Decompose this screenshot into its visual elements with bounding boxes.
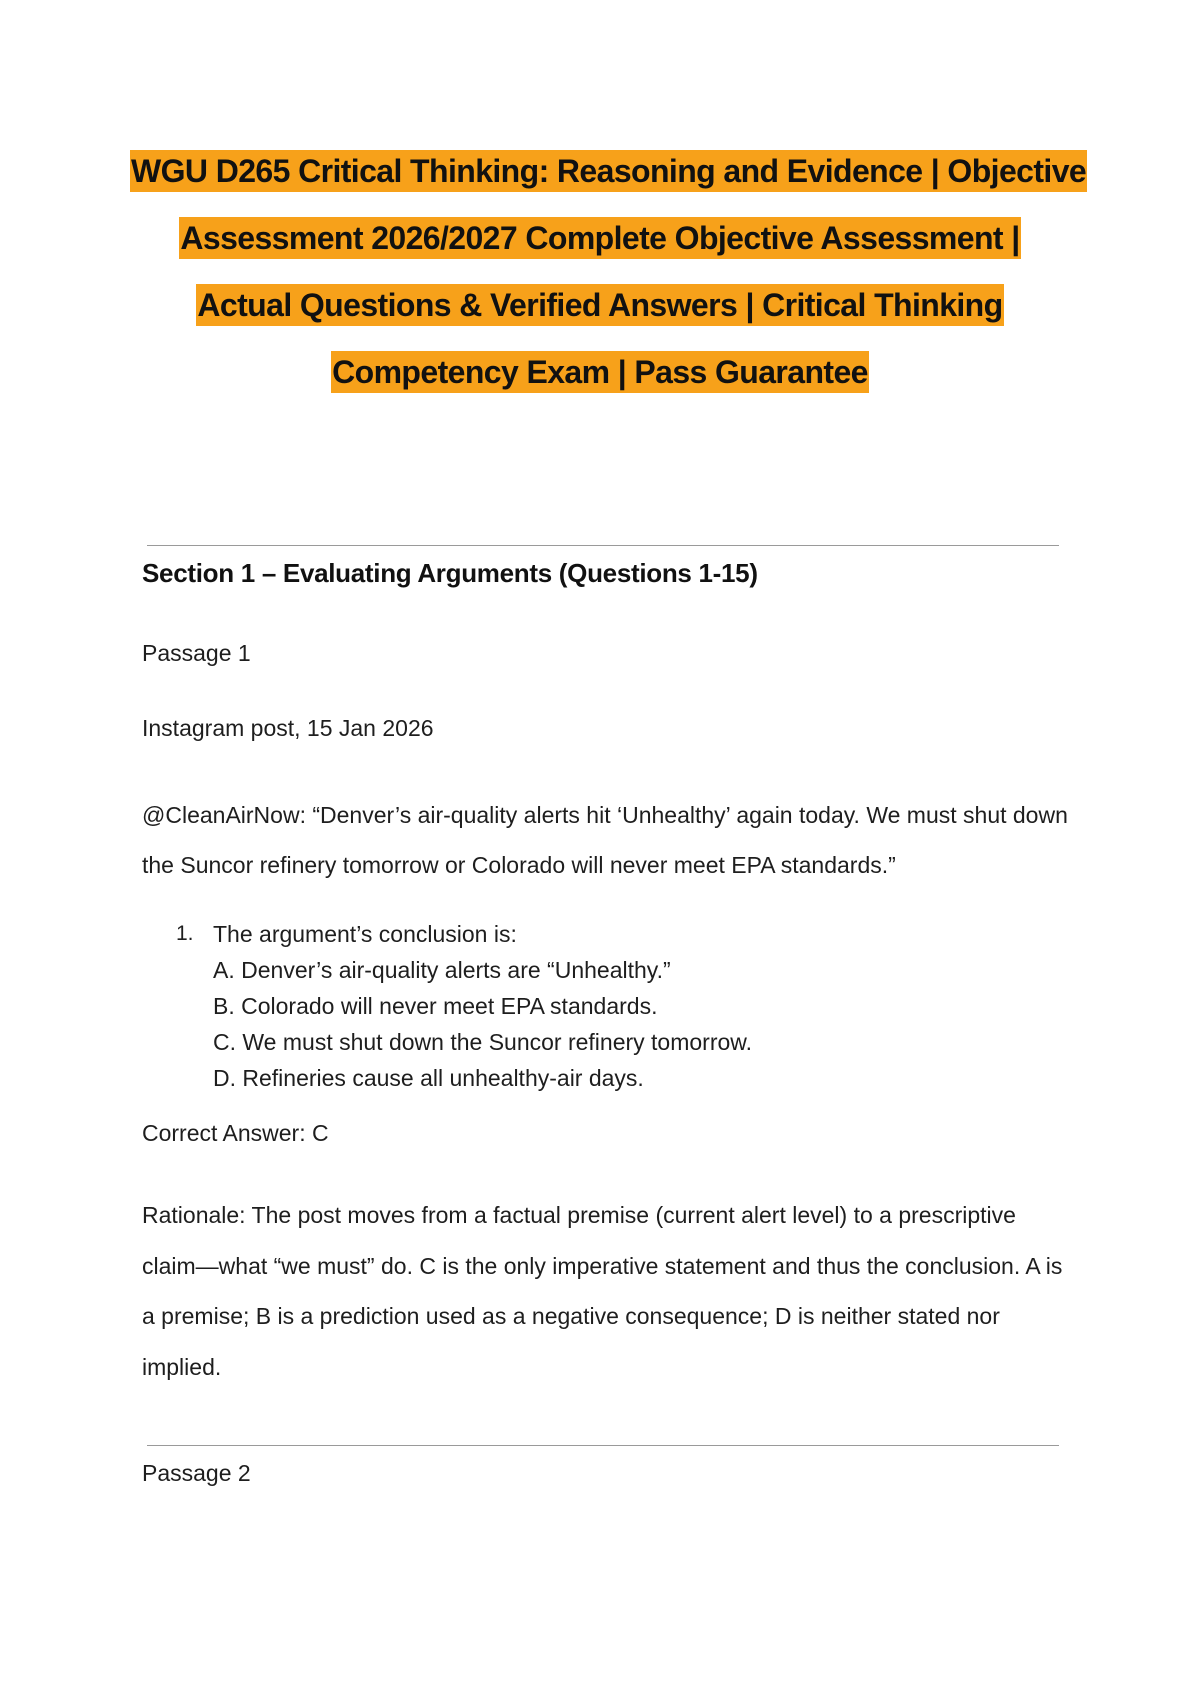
question-item [176,916,752,1096]
title-line-1: WGU D265 Critical Thinking: Reasoning and Evidence | Objective [130,150,1087,192]
passage-label: Passage 2 [142,1460,251,1486]
document-title [130,150,1087,418]
post-quote: @CleanAirNow: “Denver’s air-quality alerts hit ‘Unhealthy’ again today. We must shut down the Suncor refinery tomorrow or Colorado will never meet EPA standards.” [142,802,1068,878]
answer-option-c: C. We must shut down the Suncor refinery tomorrow. [213,1029,753,1055]
correct-answer: Correct Answer: C [142,1120,329,1146]
title-line-3: Actual Questions & Verified Answers | Critical Thinking [196,284,1003,326]
section-heading: Section 1 – Evaluating Arguments (Questions 1-15) [142,558,758,588]
divider [147,1445,1059,1446]
title-line-4: Competency Exam | Pass Guarantee [331,351,869,393]
question-number: 1. [176,922,194,945]
answer-option-a: A. Denver’s air-quality alerts are “Unhealthy.” [213,957,671,983]
answer-option-b: B. Colorado will never meet EPA standards. [213,993,658,1019]
passage-label: Passage 1 [142,640,251,666]
post-meta: Instagram post, 15 Jan 2026 [142,715,434,741]
divider [147,545,1059,546]
title-line-2: Assessment 2026/2027 Complete Objective Assessment | [179,217,1020,259]
rationale: Rationale: The post moves from a factual premise (current alert level) to a prescriptive claim—what “we must” do. C is the only imperative statement and thus the conclusion. A is a premise; B is a prediction used as a negative consequence; D is neither stated nor implied. [142,1202,1063,1380]
question-stem: The argument’s conclusion is: [213,921,517,947]
answer-option-d: D. Refineries cause all unhealthy-air days. [213,1065,644,1091]
